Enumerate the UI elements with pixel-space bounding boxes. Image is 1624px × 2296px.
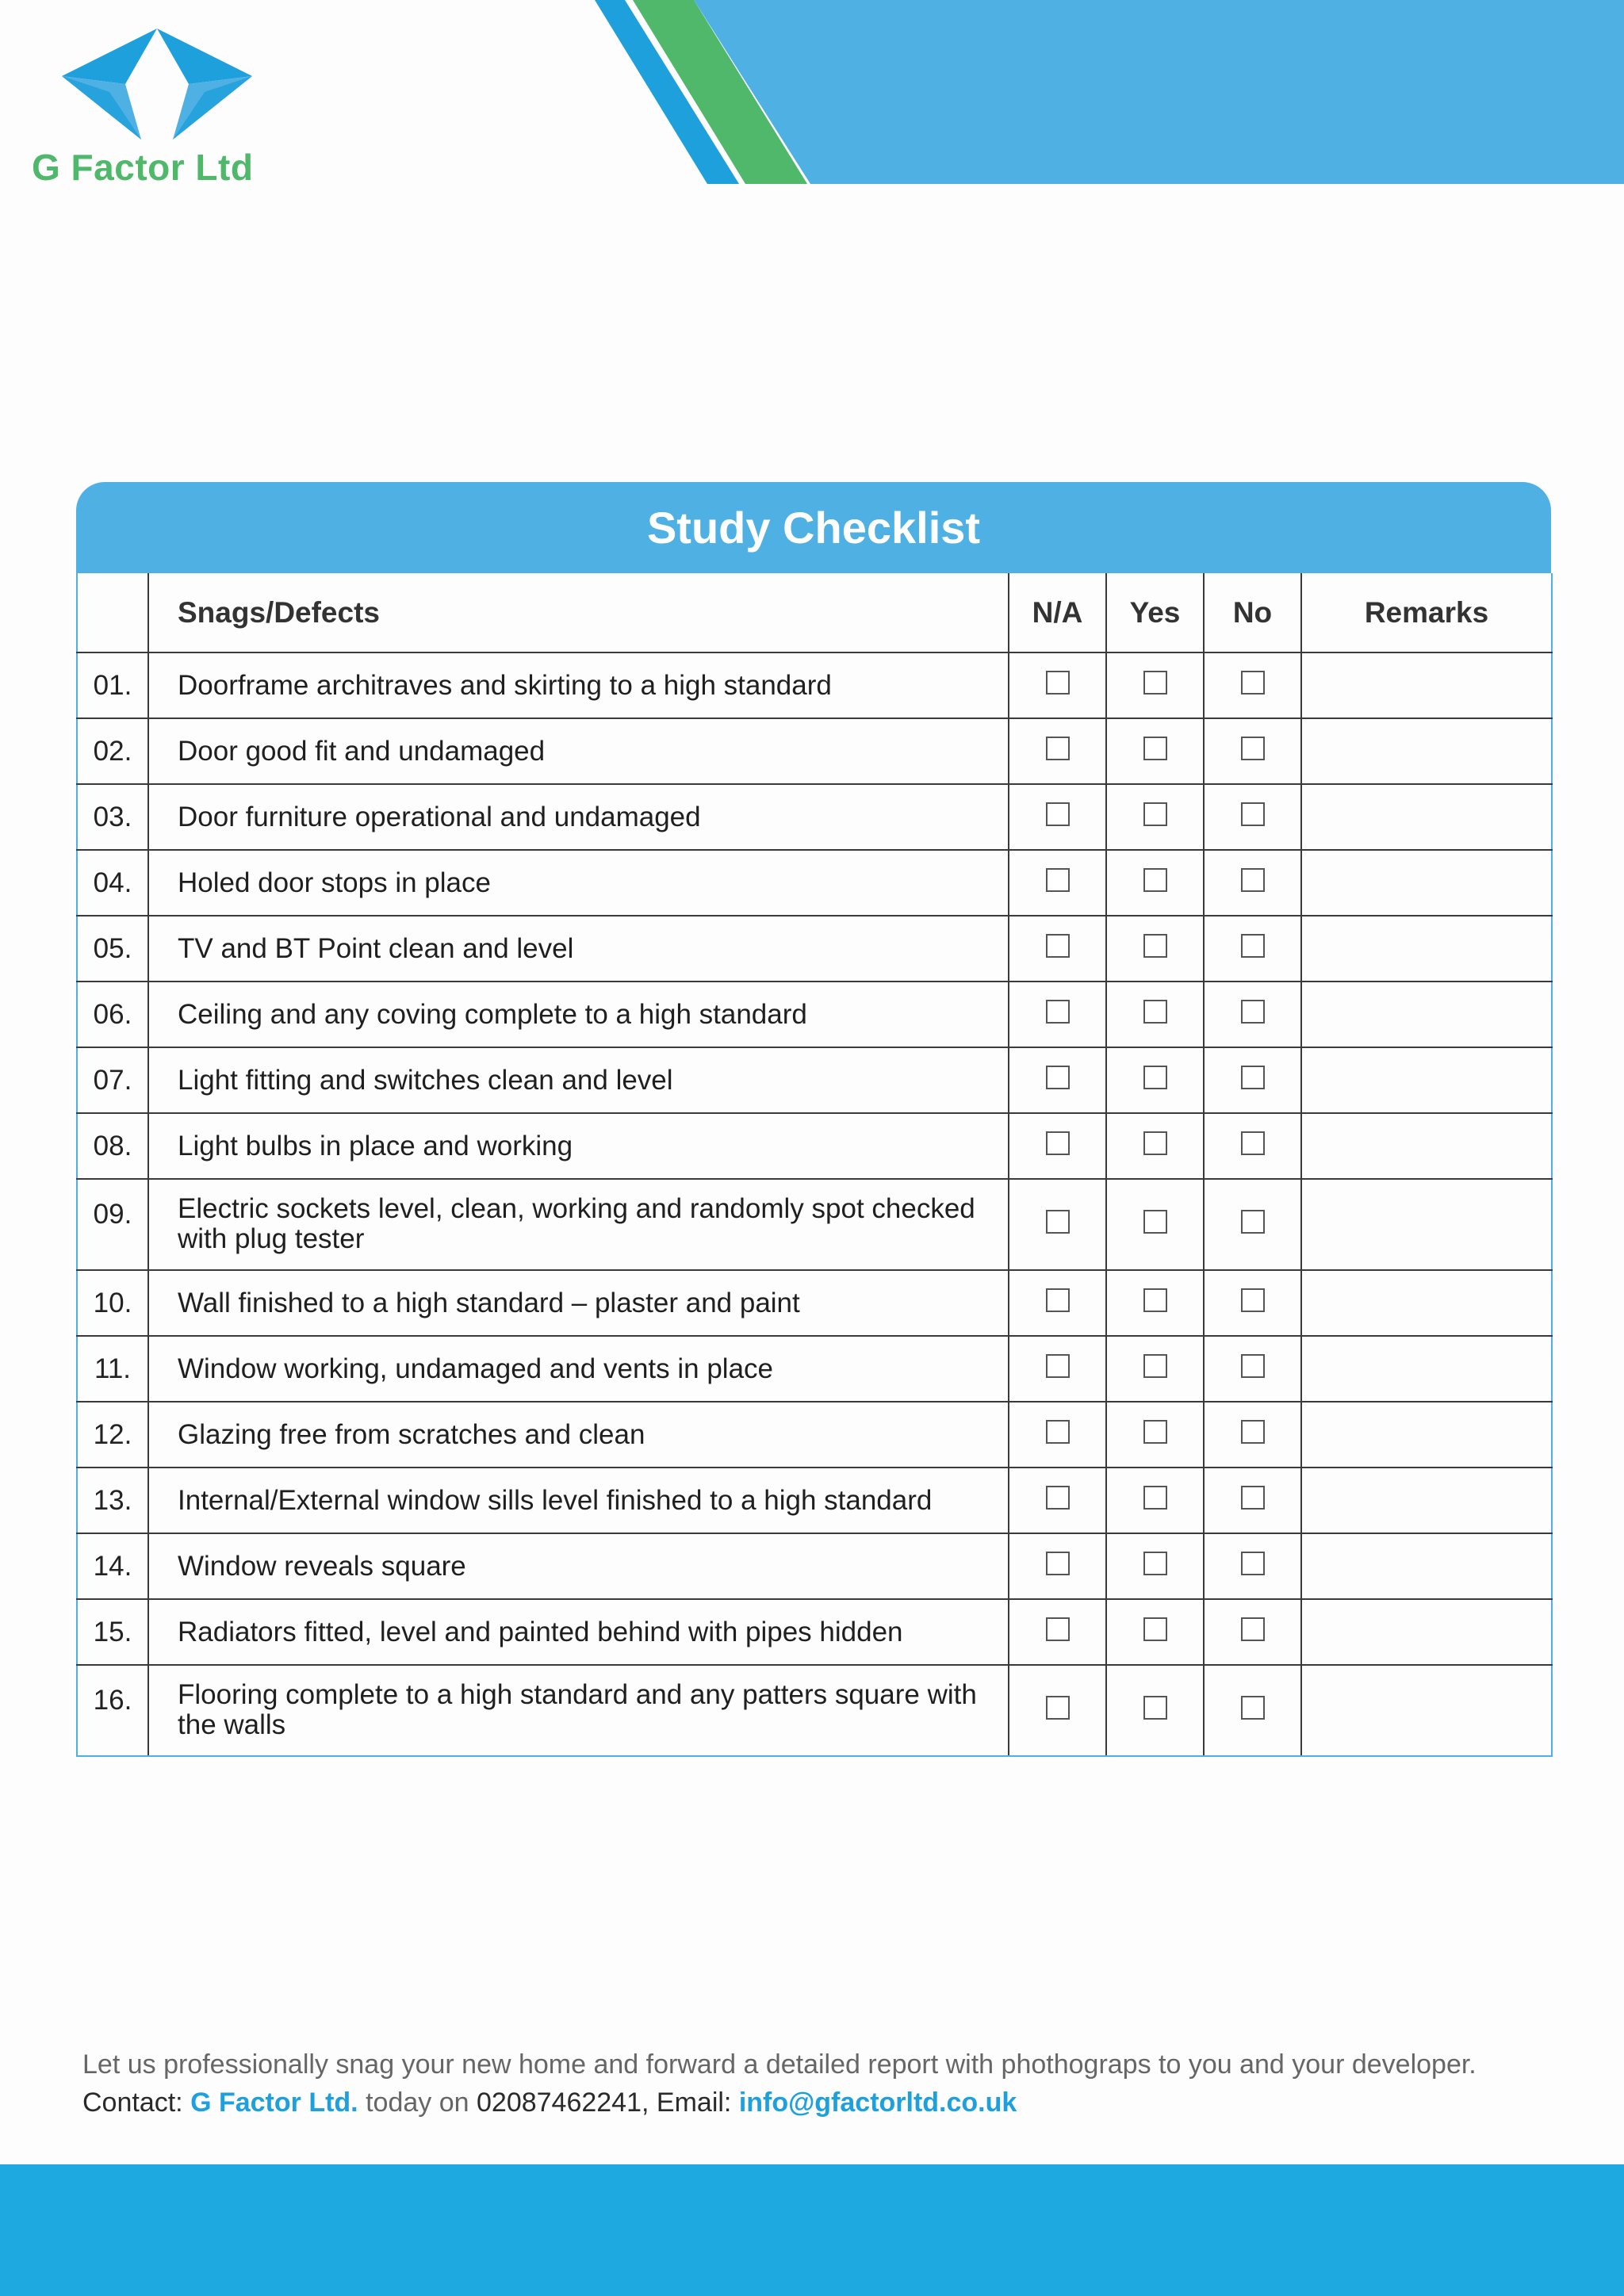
row-number: 03. [77,784,148,850]
header-snags-defects: Snags/Defects [148,573,1009,652]
checkbox-no[interactable] [1241,1210,1265,1234]
checklist-row [77,1270,1552,1336]
checklist-row [77,1113,1552,1179]
row-description: TV and BT Point clean and level [148,916,1009,982]
contact-email-link[interactable]: info@gfactorltd.co.uk [738,2087,1017,2118]
row-description: Ceiling and any coving complete to a high standard [148,982,1009,1047]
checkbox-yes[interactable] [1143,802,1167,826]
checkbox-no[interactable] [1241,1420,1265,1444]
cell-yes [1106,784,1204,850]
footer-contact-line [82,2084,1589,2122]
cell-na [1009,1665,1106,1756]
row-description: Door furniture operational and undamaged [148,784,1009,850]
checklist-row [77,1336,1552,1402]
checkbox-no[interactable] [1241,1288,1265,1312]
checkbox-yes[interactable] [1143,1354,1167,1378]
row-number: 16. [77,1665,148,1756]
row-number: 15. [77,1599,148,1665]
cell-no [1204,1179,1301,1270]
remarks-cell[interactable] [1301,1665,1552,1756]
cell-na [1009,850,1106,916]
checkbox-no[interactable] [1241,737,1265,760]
checkbox-na[interactable] [1046,1420,1070,1444]
cell-no [1204,1468,1301,1533]
remarks-cell[interactable] [1301,652,1552,718]
contact-company: G Factor Ltd. [190,2087,358,2118]
checkbox-na[interactable] [1046,1696,1070,1720]
row-description: Doorframe architraves and skirting to a high standard [148,652,1009,718]
row-number: 12. [77,1402,148,1468]
cell-na [1009,1468,1106,1533]
cell-yes [1106,916,1204,982]
remarks-cell[interactable] [1301,1468,1552,1533]
checkbox-yes[interactable] [1143,1696,1167,1720]
checkbox-no[interactable] [1241,671,1265,695]
cell-na [1009,1599,1106,1665]
checkbox-no[interactable] [1241,1131,1265,1155]
checkbox-no[interactable] [1241,868,1265,892]
header-number [77,573,148,652]
checklist-row [77,1402,1552,1468]
checkbox-yes[interactable] [1143,1552,1167,1575]
checklist-row [77,1468,1552,1533]
cell-no [1204,784,1301,850]
cell-no [1204,1336,1301,1402]
checkbox-na[interactable] [1046,1617,1070,1641]
g-factor-logo-icon [62,29,252,140]
cell-yes [1106,1270,1204,1336]
checkbox-yes[interactable] [1143,1066,1167,1089]
cell-yes [1106,850,1204,916]
remarks-cell[interactable] [1301,1270,1552,1336]
checkbox-no[interactable] [1241,934,1265,958]
cell-yes [1106,1402,1204,1468]
row-number: 08. [77,1113,148,1179]
cell-na [1009,652,1106,718]
remarks-cell[interactable] [1301,982,1552,1047]
cell-no [1204,982,1301,1047]
row-number: 10. [77,1270,148,1336]
checkbox-na[interactable] [1046,1288,1070,1312]
row-description: Internal/External window sills level finished to a high standard [148,1468,1009,1533]
checkbox-yes[interactable] [1143,1486,1167,1510]
checklist-row [77,718,1552,784]
checkbox-yes[interactable] [1143,1617,1167,1641]
checklist-row [77,1047,1552,1113]
cell-yes [1106,1533,1204,1599]
cell-na [1009,1179,1106,1270]
cell-na [1009,916,1106,982]
row-description: Glazing free from scratches and clean [148,1402,1009,1468]
checklist-row [77,1665,1552,1756]
remarks-cell[interactable] [1301,1336,1552,1402]
checkbox-na[interactable] [1046,1066,1070,1089]
row-description: Window working, undamaged and vents in place [148,1336,1009,1402]
row-number: 14. [77,1533,148,1599]
checkbox-na[interactable] [1046,1000,1070,1024]
checkbox-na[interactable] [1046,868,1070,892]
footer-promo-line: Let us professionally snag your new home and forward a detailed report with phothograps to you and your developer. [82,2049,1477,2080]
checkbox-no[interactable] [1241,1696,1265,1720]
remarks-cell[interactable] [1301,784,1552,850]
row-number: 09. [77,1179,148,1270]
cell-na [1009,1113,1106,1179]
remarks-cell[interactable] [1301,1047,1552,1113]
footer-text [82,2045,1589,2122]
checklist-row [77,982,1552,1047]
checkbox-na[interactable] [1046,802,1070,826]
row-description: Holed door stops in place [148,850,1009,916]
cell-no [1204,1599,1301,1665]
remarks-cell[interactable] [1301,1113,1552,1179]
remarks-cell[interactable] [1301,1533,1552,1599]
row-number: 13. [77,1468,148,1533]
header-no: No [1204,573,1301,652]
cell-na [1009,1270,1106,1336]
checklist-row [77,784,1552,850]
cell-na [1009,1047,1106,1113]
cell-no [1204,1402,1301,1468]
checkbox-na[interactable] [1046,1486,1070,1510]
checkbox-na[interactable] [1046,737,1070,760]
remarks-cell[interactable] [1301,1402,1552,1468]
cell-no [1204,850,1301,916]
checkbox-na[interactable] [1046,1210,1070,1234]
cell-no [1204,916,1301,982]
row-description: Light bulbs in place and working [148,1113,1009,1179]
checkbox-yes[interactable] [1143,1288,1167,1312]
contact-email-label: Email: [656,2087,732,2118]
header-blue-banner [694,0,1624,184]
checkbox-no[interactable] [1241,1617,1265,1641]
table-header-row [77,573,1552,652]
cell-no [1204,1047,1301,1113]
checkbox-yes[interactable] [1143,671,1167,695]
checkbox-yes[interactable] [1143,868,1167,892]
checkbox-no[interactable] [1241,1000,1265,1024]
cell-yes [1106,652,1204,718]
checklist-row [77,850,1552,916]
remarks-cell[interactable] [1301,850,1552,916]
cell-no [1204,1665,1301,1756]
row-number: 04. [77,850,148,916]
cell-yes [1106,1047,1204,1113]
row-description: Door good fit and undamaged [148,718,1009,784]
checkbox-yes[interactable] [1143,1210,1167,1234]
cell-yes [1106,1179,1204,1270]
row-number: 06. [77,982,148,1047]
cell-no [1204,1270,1301,1336]
cell-no [1204,652,1301,718]
remarks-cell[interactable] [1301,718,1552,784]
contact-today-on: today on [366,2087,469,2118]
cell-yes [1106,982,1204,1047]
cell-na [1009,1336,1106,1402]
cell-no [1204,1113,1301,1179]
checklist-title: Study Checklist [76,482,1551,573]
cell-no [1204,718,1301,784]
row-description: Wall finished to a high standard – plaster and paint [148,1270,1009,1336]
checkbox-no[interactable] [1241,1066,1265,1089]
checkbox-no[interactable] [1241,1354,1265,1378]
footer-band [0,2164,1624,2296]
checklist-table [76,573,1553,1757]
checklist-row [77,1179,1552,1270]
cell-yes [1106,718,1204,784]
cell-yes [1106,1599,1204,1665]
checkbox-yes[interactable] [1143,1000,1167,1024]
study-checklist [76,482,1551,1757]
remarks-cell[interactable] [1301,1599,1552,1665]
checklist-row [77,652,1552,718]
checkbox-no[interactable] [1241,1552,1265,1575]
cell-no [1204,1533,1301,1599]
checkbox-na[interactable] [1046,671,1070,695]
contact-phone[interactable]: 02087462241, [477,2087,649,2118]
cell-na [1009,1402,1106,1468]
checkbox-na[interactable] [1046,1354,1070,1378]
checkbox-na[interactable] [1046,1131,1070,1155]
row-description: Flooring complete to a high standard and any patters square with the walls [148,1665,1009,1756]
row-number: 05. [77,916,148,982]
row-description: Radiators fitted, level and painted behind with pipes hidden [148,1599,1009,1665]
checkbox-na[interactable] [1046,1552,1070,1575]
cell-na [1009,784,1106,850]
checkbox-yes[interactable] [1143,1131,1167,1155]
row-number: 07. [77,1047,148,1113]
cell-na [1009,718,1106,784]
checkbox-yes[interactable] [1143,1420,1167,1444]
cell-yes [1106,1113,1204,1179]
checklist-row [77,1599,1552,1665]
cell-yes [1106,1468,1204,1533]
remarks-cell[interactable] [1301,1179,1552,1270]
cell-na [1009,1533,1106,1599]
cell-yes [1106,1665,1204,1756]
cell-na [1009,982,1106,1047]
header-na: N/A [1009,573,1106,652]
checkbox-no[interactable] [1241,1486,1265,1510]
checklist-row [77,916,1552,982]
company-name: G Factor Ltd [32,147,254,188]
checkbox-yes[interactable] [1143,737,1167,760]
row-description: Window reveals square [148,1533,1009,1599]
row-description: Light fitting and switches clean and level [148,1047,1009,1113]
contact-label: Contact: [82,2087,183,2118]
header-remarks: Remarks [1301,573,1552,652]
checklist-row [77,1533,1552,1599]
cell-yes [1106,1336,1204,1402]
checkbox-no[interactable] [1241,802,1265,826]
row-number: 11. [77,1336,148,1402]
company-logo [32,29,270,187]
checkbox-yes[interactable] [1143,934,1167,958]
row-number: 01. [77,652,148,718]
remarks-cell[interactable] [1301,916,1552,982]
row-description: Electric sockets level, clean, working and randomly spot checked with plug tester [148,1179,1009,1270]
checkbox-na[interactable] [1046,934,1070,958]
row-number: 02. [77,718,148,784]
header-yes: Yes [1106,573,1204,652]
